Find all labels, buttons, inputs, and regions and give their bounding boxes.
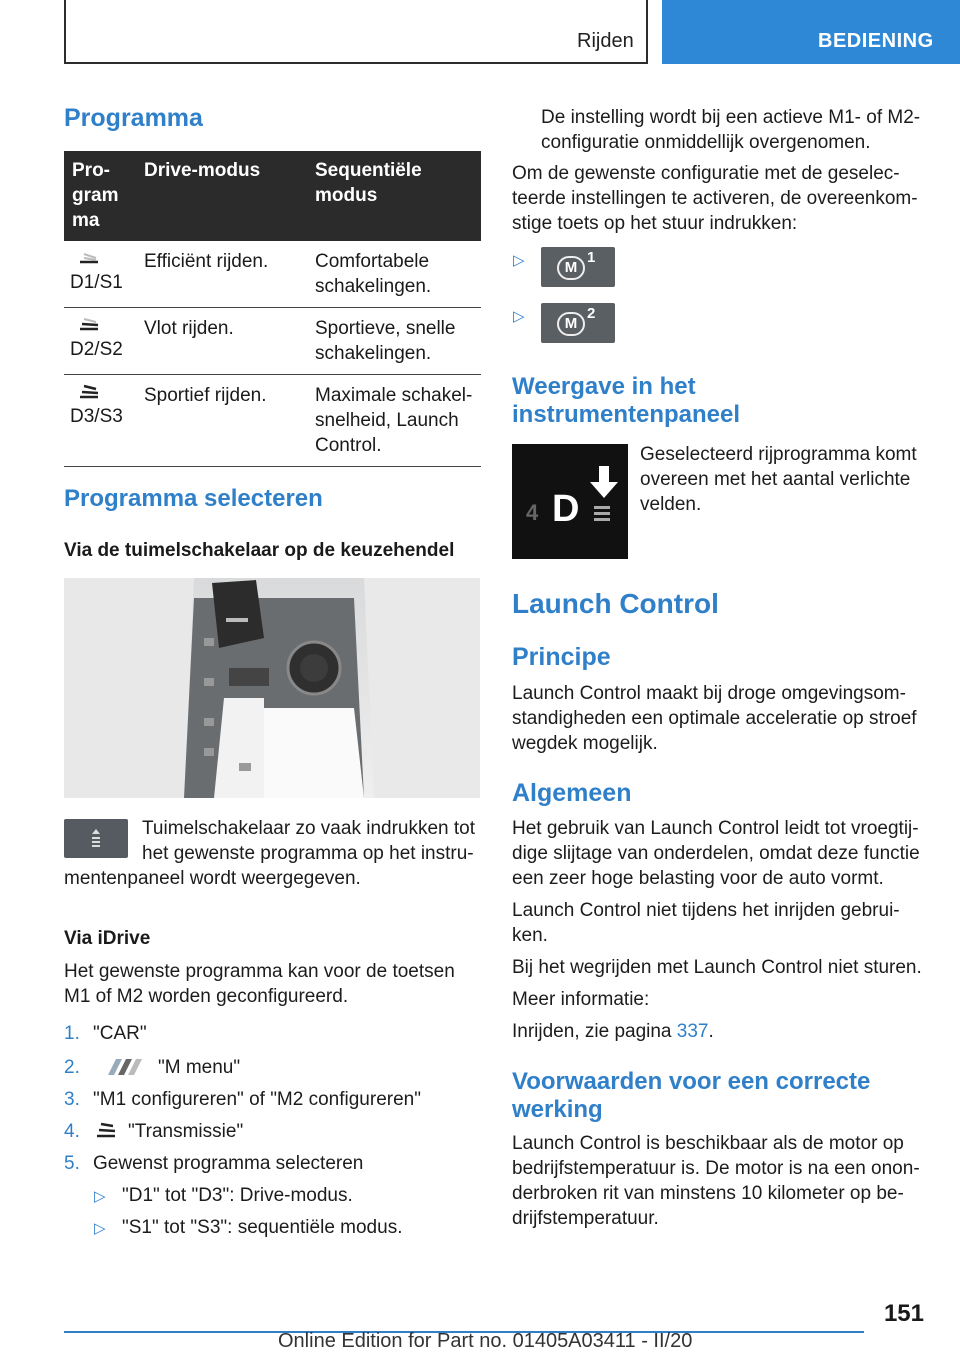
table-row <box>64 308 481 375</box>
voorwaarden-text-4: drijfstemperatuur. <box>512 1208 659 1229</box>
step-4-number: 4. <box>64 1121 80 1142</box>
seq-cell: Sportieve, snelle schakelingen. <box>307 308 481 375</box>
table-header-drive: Drive-modus <box>136 151 307 241</box>
voorwaarden-title-1: Voorwaarden voor een correcte <box>512 1068 871 1095</box>
gear-program-3-icon <box>76 383 102 401</box>
algemeen-text-3: een zeer hoge belasting voor de auto vormt. <box>512 868 884 889</box>
step-4-text: "Transmissie" <box>128 1121 244 1142</box>
m2-sup: 2 <box>587 305 596 322</box>
program-label: D2/S2 <box>70 339 123 360</box>
inrijden-end: . <box>708 1021 714 1042</box>
intro-text-1: De instelling wordt bij een actieve M1- of M2- <box>541 107 921 128</box>
inrijden-reference <box>512 1019 714 1045</box>
gear-program-1-icon <box>76 249 102 267</box>
display-title-2: instrumentenpaneel <box>512 401 741 428</box>
algemeen-text-4: Launch Control niet tijdens het inrijden gebrui- <box>512 900 900 921</box>
gear-program-2-icon <box>76 316 102 334</box>
idrive-text-1: Het gewenste programma kan voor de toetsen <box>64 961 455 982</box>
toggle-text-2: het gewenste programma op het instru- <box>142 843 474 864</box>
select-subtitle: Via de tuimelschakelaar op de keuzehendel <box>64 540 455 561</box>
m-stripes-icon <box>100 1057 148 1077</box>
sub-bullet-2-icon: ▷ <box>94 1220 106 1237</box>
m2-letter: M <box>557 312 585 336</box>
idrive-text-2: M1 of M2 worden geconfigureerd. <box>64 986 349 1007</box>
display-text-3: velden. <box>640 494 702 515</box>
algemeen-text-5: ken. <box>512 925 548 946</box>
programma-title: Programma <box>64 104 203 132</box>
m1-sup: 1 <box>587 249 596 266</box>
arrow-down-icon <box>588 466 622 526</box>
m1-bullet-icon: ▷ <box>513 252 525 269</box>
drive-cell: Sportief rijden. <box>136 375 307 467</box>
toggle-text-1: Tuimelschakelaar zo vaak indrukken tot <box>142 818 476 839</box>
table-header-seq: Sequentiële modus <box>307 151 481 241</box>
table-header-program: Pro- gram ma <box>64 151 136 241</box>
step-3-text: "M1 configureren" of "M2 configureren" <box>93 1089 421 1110</box>
seq-cell: Maximale schakel- snelheid, Launch Control. <box>307 375 481 467</box>
algemeen-text-1: Het gebruik van Launch Control leidt tot vroegtij- <box>512 818 919 839</box>
step-3-number: 3. <box>64 1089 80 1110</box>
display-text-1: Geselecteerd rijprogramma komt <box>640 444 917 465</box>
activate-text-1: Om de gewenste configuratie met de geselec- <box>512 163 900 184</box>
seq-cell: Comfortabele schakelingen. <box>307 241 481 308</box>
program-table <box>64 151 481 467</box>
gear-selector-photo <box>64 578 480 798</box>
m1-button-image <box>541 247 615 287</box>
meer-informatie: Meer informatie: <box>512 989 650 1010</box>
principe-text-2: standigheden een optimale acceleratie op stroef <box>512 708 917 729</box>
step-5-text: Gewenst programma selecteren <box>93 1153 364 1174</box>
toggle-text-3: mentenpaneel wordt weergegeven. <box>64 868 361 889</box>
step-1-number: 1. <box>64 1023 80 1044</box>
m2-bullet-icon: ▷ <box>513 308 525 325</box>
step-5-number: 5. <box>64 1153 80 1174</box>
gear-selector-illustration <box>64 578 480 798</box>
inrijden-page-link[interactable]: 337 <box>676 1021 709 1042</box>
principe-title: Principe <box>512 643 611 671</box>
toggle-switch-image <box>64 819 128 858</box>
display-text-2: overeen met het aantal verlichte <box>640 469 911 490</box>
inrijden-text: Inrijden, zie pagina <box>512 1021 677 1042</box>
voorwaarden-title-2: werking <box>512 1096 603 1123</box>
drive-cell: Efficiënt rijden. <box>136 241 307 308</box>
sub-bullet-1-icon: ▷ <box>94 1188 106 1205</box>
m1-letter: M <box>557 256 585 280</box>
step-2-number: 2. <box>64 1057 80 1078</box>
header-tab-label: BEDIENING <box>818 30 934 52</box>
principe-text-1: Launch Control maakt bij droge omgevingsom- <box>512 683 906 704</box>
display-gear-letter: D <box>552 488 580 530</box>
m2-button-image <box>541 303 615 343</box>
algemeen-title: Algemeen <box>512 779 632 807</box>
step-2-text: "M menu" <box>158 1057 241 1078</box>
sub-bullet-1-text: "D1" tot "D3": Drive-modus. <box>122 1185 353 1206</box>
voorwaarden-text-2: bedrijfstemperatuur is. De motor is na een onon- <box>512 1158 920 1179</box>
toggle-switch-icon <box>64 819 128 858</box>
instrument-display-image <box>512 444 628 559</box>
table-row <box>64 241 481 308</box>
select-title: Programma selecteren <box>64 485 323 512</box>
activate-text-2: teerde instellingen te activeren, de overeenkom- <box>512 188 918 209</box>
voorwaarden-text-3: derbroken rit van minstens 10 kilometer op be- <box>512 1183 904 1204</box>
table-row <box>64 375 481 467</box>
launch-control-title: Launch Control <box>512 588 719 619</box>
header-frame <box>64 0 648 64</box>
table-header-row <box>64 151 481 241</box>
activate-text-3: stige toets op het stuur indrukken: <box>512 213 798 234</box>
header-section: Rijden <box>577 30 634 52</box>
transmission-icon <box>93 1121 119 1139</box>
algemeen-text-6: Bij het wegrijden met Launch Control niet sturen. <box>512 957 922 978</box>
display-title-1: Weergave in het <box>512 373 696 400</box>
algemeen-text-2: dige slijtage van onderdelen, omdat deze functie <box>512 843 920 864</box>
step-1-text: "CAR" <box>93 1023 147 1044</box>
sub-bullet-2-text: "S1" tot "S3": sequentiële modus. <box>122 1217 403 1238</box>
program-label: D3/S3 <box>70 406 123 427</box>
principe-text-3: wegdek mogelijk. <box>512 733 658 754</box>
header-tab[interactable] <box>662 0 960 64</box>
drive-cell: Vlot rijden. <box>136 308 307 375</box>
voorwaarden-text-1: Launch Control is beschikbaar als de motor op <box>512 1133 904 1154</box>
program-label: D1/S1 <box>70 272 123 293</box>
footer-edition: Online Edition for Part no. 01405A03411 - II/20 <box>278 1330 693 1352</box>
idrive-title: Via iDrive <box>64 928 151 949</box>
page-number: 151 <box>883 1300 924 1327</box>
intro-text-2: configuratie onmiddellijk overgenomen. <box>541 132 871 153</box>
display-gear-number: 4 <box>526 500 539 525</box>
